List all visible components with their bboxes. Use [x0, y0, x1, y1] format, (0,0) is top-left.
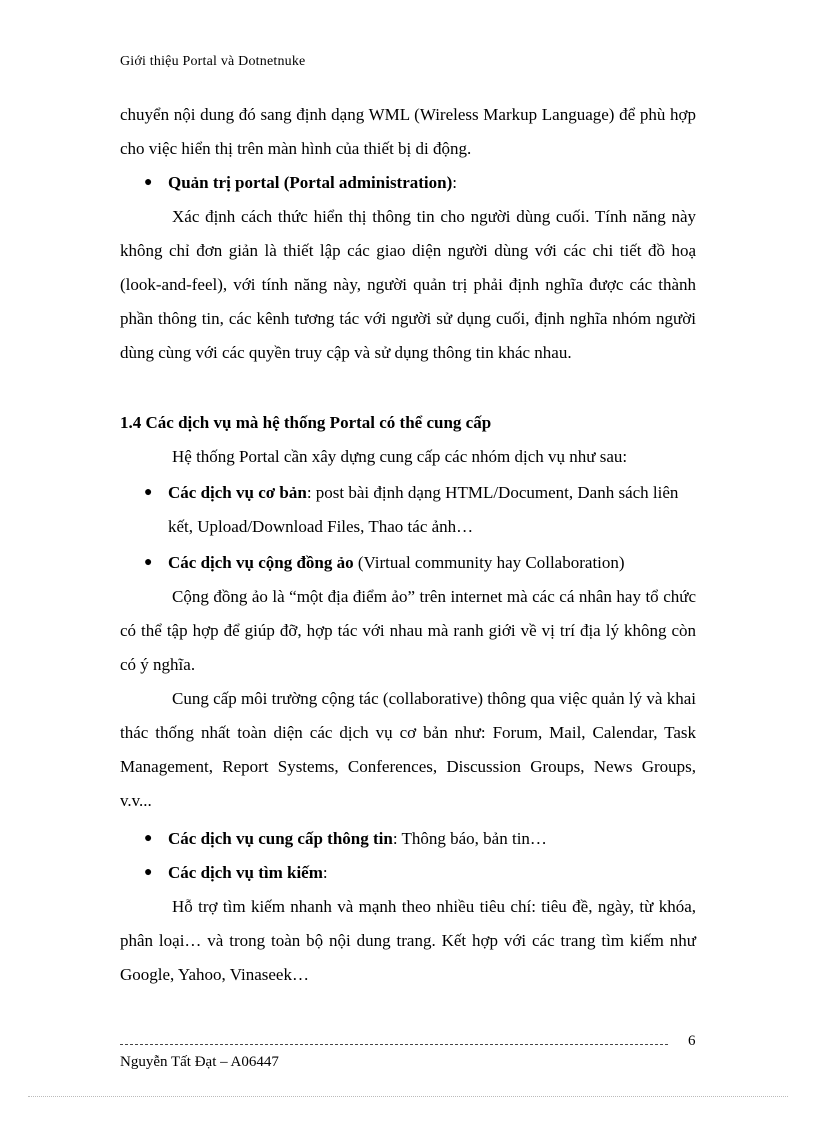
bullet-information-services — [144, 822, 700, 856]
paragraph-wml: chuyển nội dung đó sang định dạng WML (Wireless Markup Language) để phù hợp cho việc hiển thị trên màn hình của thiết bị di động. — [120, 105, 696, 158]
section-heading: 1.4 Các dịch vụ mà hệ thống Portal có thể cung cấp — [120, 413, 492, 432]
paragraph-search-description: Hỗ trợ tìm kiếm nhanh và mạnh theo nhiều tiêu chí: tiêu đề, ngày, từ khóa, phân loại… và trong toàn bộ nội dung trang. Kết hợp với các trang tìm kiếm như Google, Yahoo, Vinaseek… — [120, 897, 696, 984]
paragraph-services-intro: Hệ thống Portal cần xây dựng cung cấp các nhóm dịch vụ như sau: — [172, 447, 628, 466]
bullet-title: Các dịch vụ cộng đồng ảo — [168, 553, 354, 572]
bullet-basic-services — [144, 476, 700, 544]
bullet-text: : Thông báo, bản tin… — [392, 829, 547, 848]
bullet-title: Các dịch vụ tìm kiếm — [168, 863, 323, 882]
bullet-portal-administration — [144, 166, 700, 200]
bullet-dot-icon: ● — [144, 831, 153, 846]
bullet-dot-icon: ● — [144, 485, 153, 500]
bullet-search-services — [144, 856, 700, 890]
page-number: 6 — [688, 1033, 696, 1049]
bullet-text: : — [322, 863, 328, 882]
bullet-text: : post bài định dạng HTML/Document, Danh sách liên kết, Upload/Download Files, Thao tác ảnh… — [168, 483, 679, 536]
page-header: Giới thiệu Portal và Dotnetnuke — [120, 54, 306, 69]
bullet-title: Quản trị portal (Portal administration) — [168, 173, 453, 192]
footer-author: Nguyễn Tất Đạt – A06447 — [120, 1054, 279, 1070]
paragraph-portal-admin-description: Xác định cách thức hiển thị thông tin cho người dùng cuối. Tính năng này không chỉ đơn giản là thiết lập các giao diện người dùng với các chi tiết đồ hoạ (look-and-feel), với tính năng này, người quản trị phải định nghĩa được các thành phần thông tin, các kênh tương tác với người sử dụng cuối, định nghĩa nhóm người dùng cùng với các quyền truy cập và sử dụng thông tin khác nhau. — [120, 207, 696, 362]
bullet-text: (Virtual community hay Collaboration) — [353, 553, 625, 572]
bullet-dot-icon: ● — [144, 175, 153, 190]
paragraph-virtual-community-description: Cộng đồng ảo là “một địa điểm ảo” trên internet mà các cá nhân hay tổ chức có thể tập hợp để giúp đỡ, hợp tác với nhau mà ranh giới về vị trí địa lý không còn có ý nghĩa. — [120, 587, 696, 674]
bullet-virtual-community — [144, 546, 700, 580]
bullet-title: Các dịch vụ cung cấp thông tin — [168, 829, 393, 848]
paragraph-collaborative-environment: Cung cấp môi trường cộng tác (collaborative) thông qua việc quản lý và khai thác thống nhất toàn diện các dịch vụ cơ bản như: Forum, Mail, Calendar, Task Management, Report Systems, Conferences, Discussion Groups, News Groups, v.v... — [120, 689, 696, 810]
bullet-title: Các dịch vụ cơ bản — [168, 483, 307, 502]
bullet-dot-icon: ● — [144, 865, 153, 880]
page-bottom-border — [28, 1096, 788, 1097]
bullet-text: : — [452, 173, 457, 192]
bullet-dot-icon: ● — [144, 555, 153, 570]
footer-divider — [120, 1044, 668, 1045]
